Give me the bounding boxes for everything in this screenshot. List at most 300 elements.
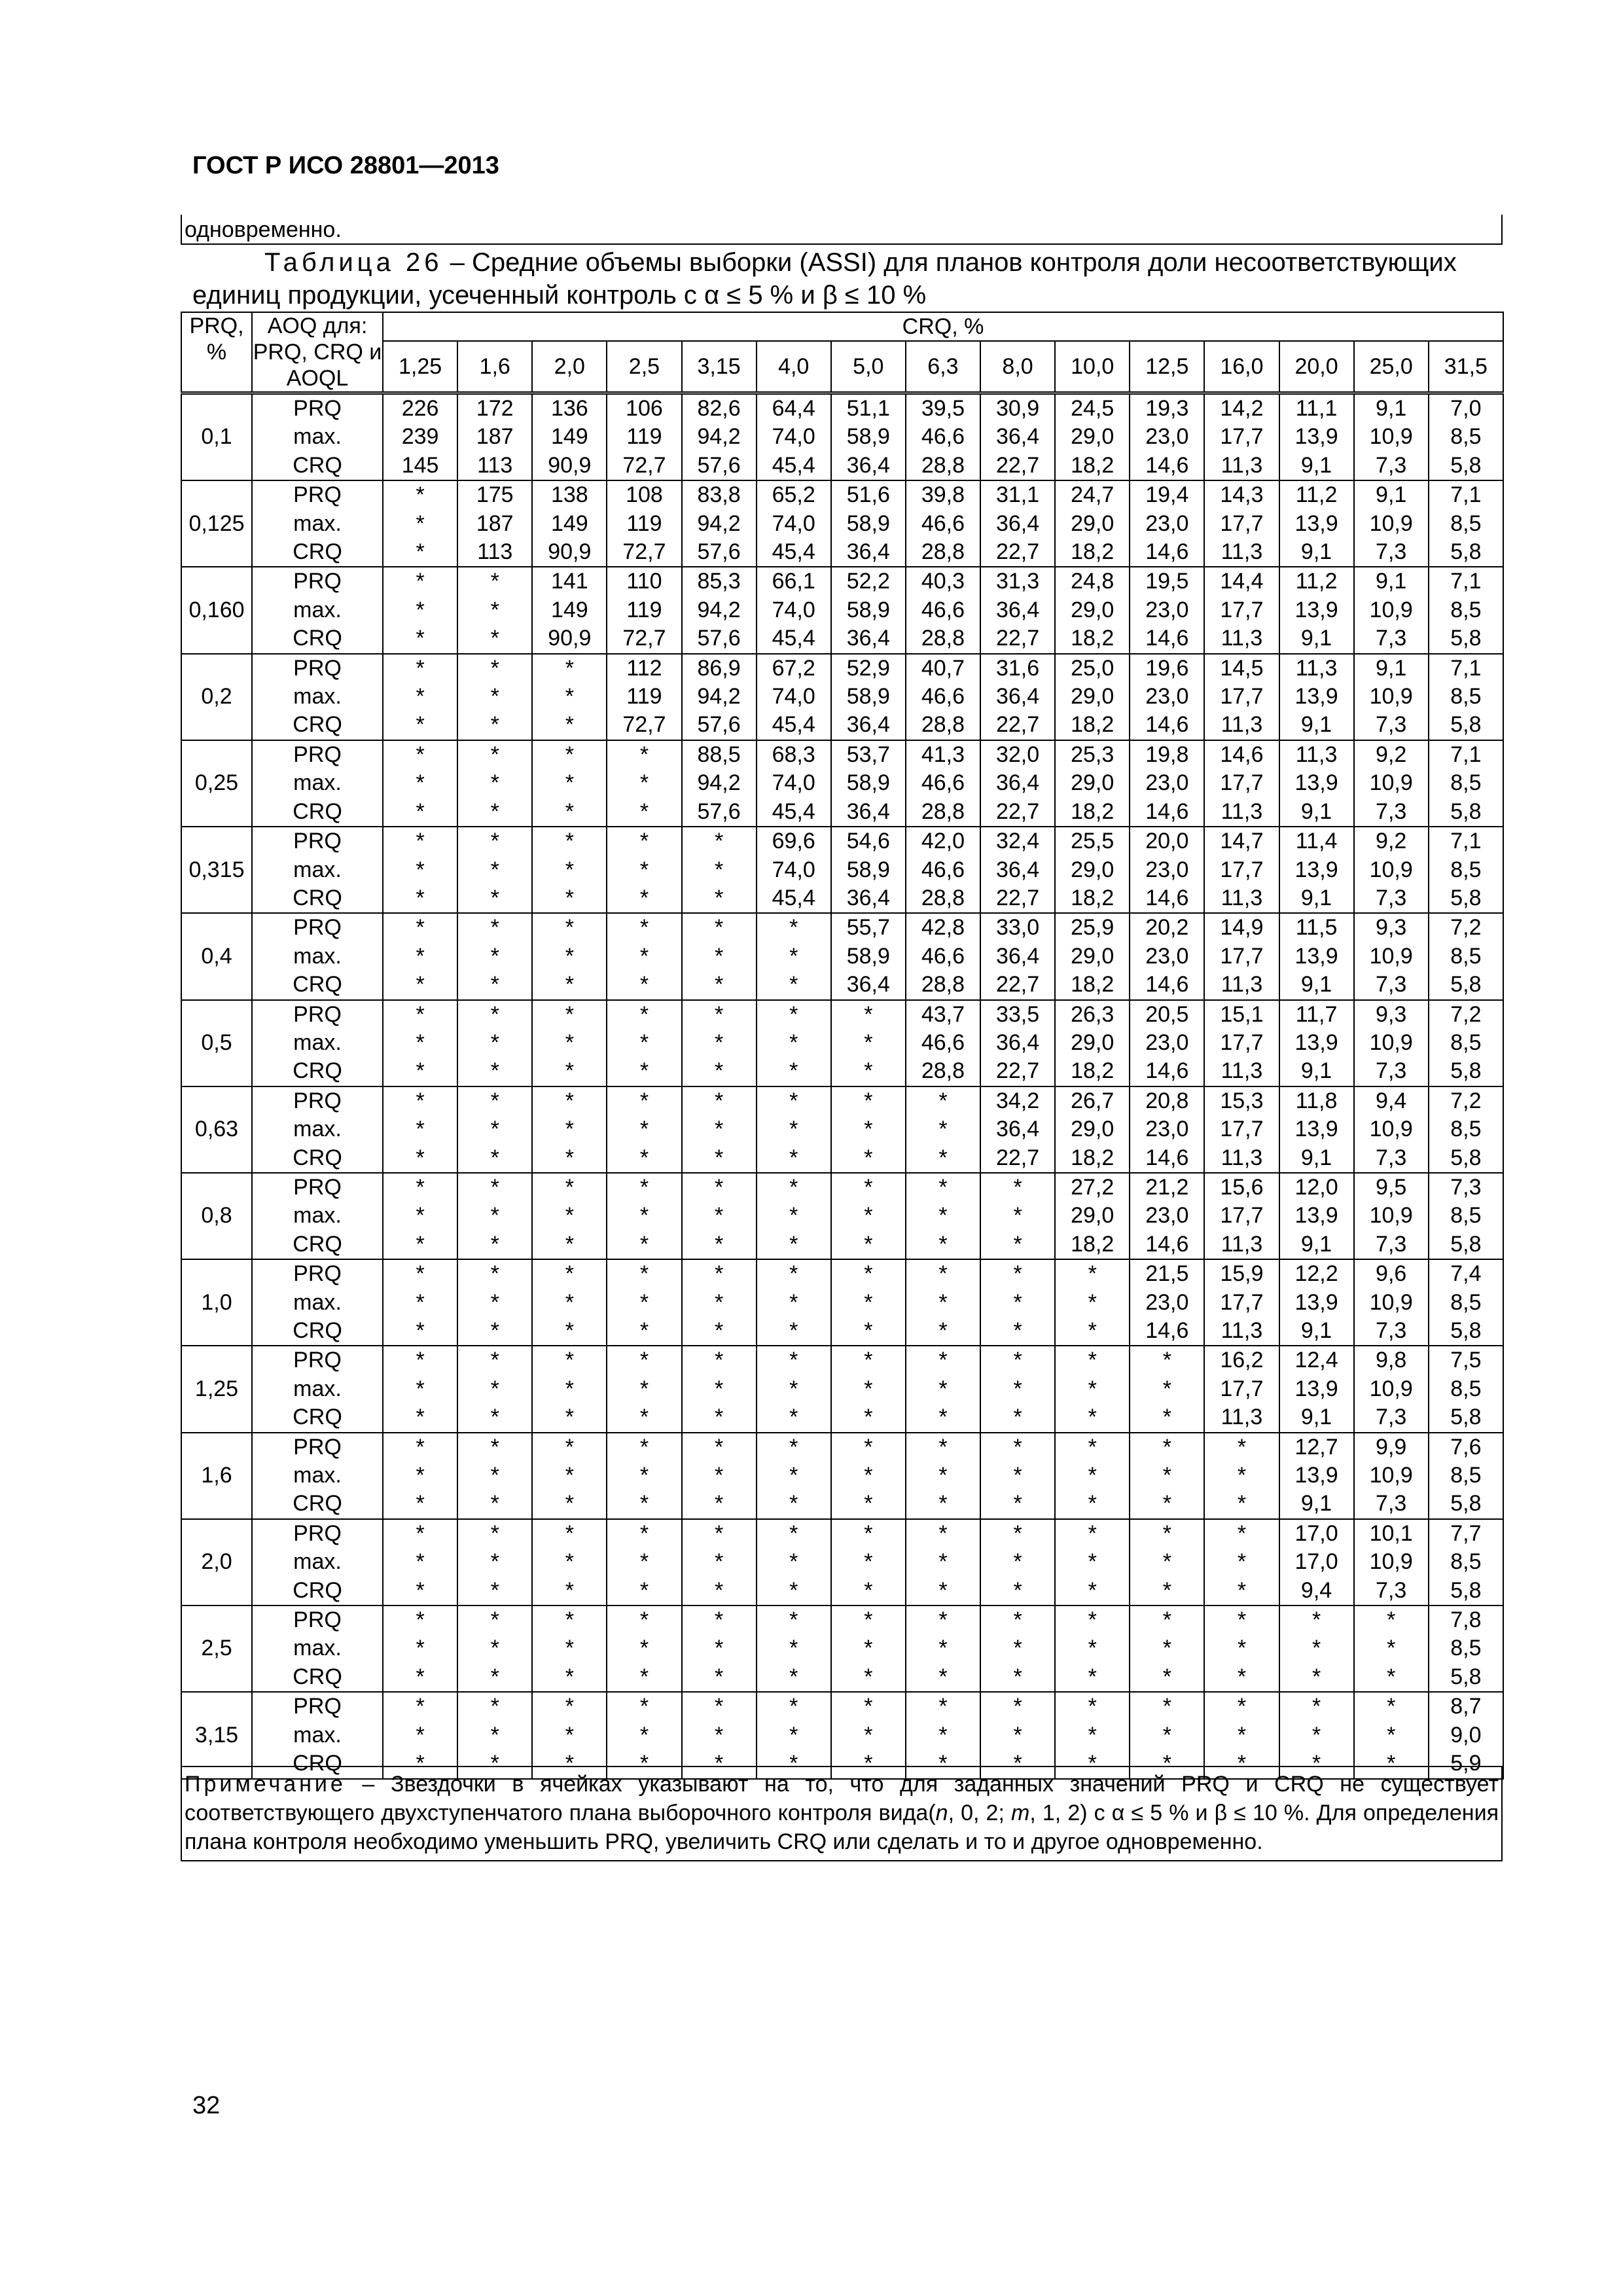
- table-cell: 14,2: [1204, 393, 1279, 423]
- table-cell: 22,7: [980, 452, 1055, 480]
- table-cell: *: [607, 1086, 681, 1115]
- table-cell: *: [831, 1144, 906, 1173]
- table-cell: 42,8: [906, 913, 980, 942]
- table-row: [181, 971, 1503, 999]
- row-aoq-label: max.: [252, 683, 383, 711]
- table-cell: *: [1055, 1403, 1130, 1432]
- row-aoq-label: CRQ: [252, 1403, 383, 1432]
- table-caption-dash: –: [442, 248, 472, 277]
- table-cell: 46,6: [906, 856, 980, 884]
- table-cell: *: [383, 1317, 457, 1346]
- table-cell: 17,0: [1279, 1519, 1354, 1548]
- row-aoq-label: PRQ: [252, 1086, 383, 1115]
- table-cell: *: [457, 1749, 532, 1778]
- table-cell: 9,4: [1354, 1086, 1429, 1115]
- table-cell: 9,2: [1354, 827, 1429, 855]
- table-cell: *: [682, 1519, 757, 1548]
- table-cell: 23,0: [1130, 423, 1204, 451]
- table-row: [181, 1663, 1503, 1692]
- table-cell: 23,0: [1130, 1029, 1204, 1057]
- table-cell: 14,6: [1204, 740, 1279, 769]
- table-cell: 7,0: [1429, 393, 1503, 423]
- row-prq-value: 0,125: [181, 480, 252, 567]
- row-aoq-label: CRQ: [252, 711, 383, 740]
- table-cell: *: [383, 1692, 457, 1721]
- table-cell: *: [906, 1577, 980, 1605]
- table-cell: *: [906, 1403, 980, 1432]
- table-cell: 7,1: [1429, 740, 1503, 769]
- table-cell: 74,0: [757, 510, 831, 538]
- table-cell: *: [532, 1634, 607, 1662]
- table-cell: *: [1130, 1634, 1204, 1662]
- table-cell: *: [607, 827, 681, 855]
- table-cell: *: [906, 1144, 980, 1173]
- table-cell: 11,3: [1204, 1230, 1279, 1259]
- row-aoq-label: PRQ: [252, 1433, 383, 1462]
- table-cell: *: [383, 1057, 457, 1086]
- row-prq-value: 0,1: [181, 393, 252, 481]
- table-cell: *: [457, 942, 532, 971]
- table-cell: 24,8: [1055, 567, 1130, 596]
- table-cell: 13,9: [1279, 510, 1354, 538]
- table-cell: 26,3: [1055, 1000, 1130, 1029]
- table-cell: 18,2: [1055, 624, 1130, 653]
- table-cell: *: [532, 1029, 607, 1057]
- table-cell: *: [457, 1663, 532, 1692]
- table-cell: 72,7: [607, 538, 681, 567]
- table-cell: *: [1279, 1634, 1354, 1662]
- table-cell: *: [532, 740, 607, 769]
- table-cell: 11,3: [1204, 971, 1279, 999]
- table-row: [181, 1519, 1503, 1548]
- table-cell: *: [607, 1317, 681, 1346]
- table-cell: *: [607, 1577, 681, 1605]
- table-cell: *: [457, 1462, 532, 1490]
- table-cell: *: [532, 1577, 607, 1605]
- table-row: [181, 538, 1503, 567]
- table-cell: 7,8: [1429, 1605, 1503, 1634]
- table-cell: 112: [607, 654, 681, 683]
- table-cell: *: [607, 1144, 681, 1173]
- table-cell: 32,4: [980, 827, 1055, 855]
- table-cell: *: [457, 856, 532, 884]
- table-cell: 9,2: [1354, 740, 1429, 769]
- table-cell: *: [757, 1519, 831, 1548]
- row-aoq-label: CRQ: [252, 1317, 383, 1346]
- table-cell: 18,2: [1055, 1144, 1130, 1173]
- table-cell: *: [383, 827, 457, 855]
- table-cell: *: [607, 1634, 681, 1662]
- table-cell: *: [831, 1289, 906, 1317]
- table-cell: *: [831, 1721, 906, 1749]
- table-cell: 18,2: [1055, 971, 1130, 999]
- row-aoq-label: CRQ: [252, 1230, 383, 1259]
- document-header-title: ГОСТ Р ИСО 28801—2013: [192, 152, 499, 179]
- table-cell: 25,3: [1055, 740, 1130, 769]
- table-cell: 28,8: [906, 971, 980, 999]
- table-cell: *: [607, 1375, 681, 1403]
- table-cell: 9,1: [1279, 452, 1354, 480]
- table-cell: *: [532, 1346, 607, 1374]
- table-cell: *: [831, 1548, 906, 1576]
- table-cell: *: [532, 1086, 607, 1115]
- table-cell: *: [1130, 1749, 1204, 1778]
- table-cell: *: [457, 1403, 532, 1432]
- table-cell: *: [457, 1289, 532, 1317]
- table-cell: 22,7: [980, 1057, 1055, 1086]
- table-cell: *: [757, 1490, 831, 1518]
- header-crq-value: 20,0: [1279, 341, 1354, 393]
- table-cell: *: [980, 1173, 1055, 1202]
- table-cell: 13,9: [1279, 423, 1354, 451]
- table-cell: 17,7: [1204, 769, 1279, 797]
- table-cell: *: [906, 1462, 980, 1490]
- table-cell: *: [607, 1029, 681, 1057]
- table-cell: 11,3: [1279, 740, 1354, 769]
- table-cell: 90,9: [532, 452, 607, 480]
- table-cell: 239: [383, 423, 457, 451]
- table-cell: *: [906, 1548, 980, 1576]
- table-cell: *: [532, 1230, 607, 1259]
- table-row: [181, 1721, 1503, 1749]
- table-cell: *: [457, 596, 532, 624]
- table-cell: 17,7: [1204, 1375, 1279, 1403]
- table-cell: 29,0: [1055, 423, 1130, 451]
- table-cell: *: [1204, 1749, 1279, 1778]
- table-cell: 22,7: [980, 624, 1055, 653]
- table-cell: *: [383, 1548, 457, 1576]
- table-cell: 29,0: [1055, 596, 1130, 624]
- table-cell: *: [757, 1462, 831, 1490]
- table-cell: 54,6: [831, 827, 906, 855]
- table-cell: *: [682, 1403, 757, 1432]
- row-aoq-label: max.: [252, 510, 383, 538]
- table-cell: 11,1: [1279, 393, 1354, 423]
- table-cell: 13,9: [1279, 1202, 1354, 1230]
- header-crq-value: 6,3: [906, 341, 980, 393]
- table-cell: *: [682, 1115, 757, 1143]
- header-crq-value: 12,5: [1130, 341, 1204, 393]
- table-cell: 14,6: [1130, 1057, 1204, 1086]
- table-row: [181, 1462, 1503, 1490]
- table-cell: 17,7: [1204, 1289, 1279, 1317]
- table-cell: 52,2: [831, 567, 906, 596]
- table-cell: *: [980, 1289, 1055, 1317]
- table-cell: 58,9: [831, 856, 906, 884]
- table-cell: 7,3: [1354, 798, 1429, 827]
- table-cell: *: [457, 1029, 532, 1057]
- table-cell: 14,6: [1130, 538, 1204, 567]
- table-cell: 23,0: [1130, 510, 1204, 538]
- table-cell: *: [682, 1433, 757, 1462]
- table-body: [181, 393, 1503, 1779]
- header-crq-value: 4,0: [757, 341, 831, 393]
- table-cell: 16,2: [1204, 1346, 1279, 1374]
- table-cell: 138: [532, 480, 607, 509]
- table-cell: 7,3: [1354, 624, 1429, 653]
- table-row: [181, 1375, 1503, 1403]
- table-cell: *: [906, 1749, 980, 1778]
- table-cell: *: [383, 913, 457, 942]
- table-cell: 88,5: [682, 740, 757, 769]
- table-cell: *: [1204, 1692, 1279, 1721]
- table-cell: 7,3: [1429, 1173, 1503, 1202]
- table-cell: *: [757, 1403, 831, 1432]
- table-cell: *: [532, 654, 607, 683]
- header-crq-value: 8,0: [980, 341, 1055, 393]
- note-text-a: – Звездочки в ячейках указывают на то, что для заданных значений PRQ и CRQ не существует соответствующего двухступенчатого плана выборочного контроля вида(: [185, 1772, 1499, 1825]
- table-cell: 51,1: [831, 393, 906, 423]
- table-cell: 46,6: [906, 942, 980, 971]
- table-cell: *: [457, 1692, 532, 1721]
- table-cell: 20,8: [1130, 1086, 1204, 1115]
- table-cell: *: [757, 1346, 831, 1374]
- table-cell: *: [457, 1375, 532, 1403]
- table-cell: *: [831, 1634, 906, 1662]
- table-cell: *: [1055, 1548, 1130, 1576]
- table-cell: 9,1: [1279, 1490, 1354, 1518]
- table-cell: 94,2: [682, 510, 757, 538]
- table-cell: 36,4: [980, 1115, 1055, 1143]
- table-cell: 12,0: [1279, 1173, 1354, 1202]
- table-cell: 7,3: [1354, 1144, 1429, 1173]
- table-cell: *: [831, 1029, 906, 1057]
- table-cell: 14,9: [1204, 913, 1279, 942]
- table-cell: *: [383, 1663, 457, 1692]
- table-cell: *: [383, 1433, 457, 1462]
- table-cell: *: [831, 1202, 906, 1230]
- table-cell: 18,2: [1055, 452, 1130, 480]
- table-cell: 32,0: [980, 740, 1055, 769]
- table-cell: 5,8: [1429, 1490, 1503, 1518]
- table-cell: *: [682, 827, 757, 855]
- table-cell: 10,9: [1354, 1115, 1429, 1143]
- table-cell: 10,9: [1354, 769, 1429, 797]
- table-cell: *: [532, 1721, 607, 1749]
- table-cell: *: [532, 1490, 607, 1518]
- table-cell: *: [383, 856, 457, 884]
- table-cell: *: [682, 1029, 757, 1057]
- table-cell: 85,3: [682, 567, 757, 596]
- note-text-b: , 0, 2;: [948, 1801, 1012, 1825]
- row-aoq-label: CRQ: [252, 1057, 383, 1086]
- table-cell: *: [682, 1202, 757, 1230]
- table-row: [181, 1317, 1503, 1346]
- table-cell: *: [457, 1144, 532, 1173]
- table-cell: 7,3: [1354, 1403, 1429, 1432]
- table-cell: 57,6: [682, 711, 757, 740]
- table-cell: *: [532, 1115, 607, 1143]
- table-cell: 10,9: [1354, 942, 1429, 971]
- table-cell: *: [1130, 1462, 1204, 1490]
- table-cell: *: [383, 884, 457, 913]
- table-cell: 11,3: [1204, 1317, 1279, 1346]
- table-cell: 23,0: [1130, 596, 1204, 624]
- table-cell: 13,9: [1279, 1029, 1354, 1057]
- table-cell: 11,7: [1279, 1000, 1354, 1029]
- table-cell: 11,5: [1279, 913, 1354, 942]
- table-cell: 10,9: [1354, 423, 1429, 451]
- table-cell: *: [532, 1173, 607, 1202]
- table-cell: *: [457, 1202, 532, 1230]
- table-cell: 29,0: [1055, 942, 1130, 971]
- table-cell: 14,6: [1130, 711, 1204, 740]
- table-row: [181, 740, 1503, 769]
- table-cell: 42,0: [906, 827, 980, 855]
- table-cell: *: [1055, 1490, 1130, 1518]
- table-cell: *: [906, 1721, 980, 1749]
- table-cell: 90,9: [532, 624, 607, 653]
- table-cell: 24,5: [1055, 393, 1130, 423]
- table-cell: 10,9: [1354, 856, 1429, 884]
- table-cell: 13,9: [1279, 1375, 1354, 1403]
- table-cell: 5,8: [1429, 1577, 1503, 1605]
- table-cell: *: [757, 1605, 831, 1634]
- row-aoq-label: max.: [252, 1115, 383, 1143]
- table-cell: 9,1: [1279, 1144, 1354, 1173]
- table-cell: *: [383, 624, 457, 653]
- table-cell: 45,4: [757, 624, 831, 653]
- table-cell: *: [1055, 1749, 1130, 1778]
- table-cell: 18,2: [1055, 884, 1130, 913]
- table-cell: 25,0: [1055, 654, 1130, 683]
- table-cell: *: [1130, 1548, 1204, 1576]
- table-cell: 14,5: [1204, 654, 1279, 683]
- header-crq-value: 5,0: [831, 341, 906, 393]
- table-cell: *: [383, 769, 457, 797]
- table-cell: *: [607, 856, 681, 884]
- table-row: [181, 1259, 1503, 1288]
- table-cell: *: [1354, 1663, 1429, 1692]
- table-cell: *: [383, 798, 457, 827]
- table-cell: *: [607, 1519, 681, 1548]
- table-cell: *: [980, 1605, 1055, 1634]
- table-cell: 29,0: [1055, 769, 1130, 797]
- table-cell: 19,5: [1130, 567, 1204, 596]
- header-crq-value: 16,0: [1204, 341, 1279, 393]
- row-aoq-label: max.: [252, 1634, 383, 1662]
- table-cell: 8,5: [1429, 1375, 1503, 1403]
- table-row: [181, 567, 1503, 596]
- table-cell: *: [682, 913, 757, 942]
- table-cell: *: [1279, 1605, 1354, 1634]
- table-row: [181, 1230, 1503, 1259]
- table-cell: *: [383, 1749, 457, 1778]
- row-prq-value: 0,315: [181, 827, 252, 913]
- table-cell: 45,4: [757, 538, 831, 567]
- table-cell: *: [682, 1289, 757, 1317]
- table-cell: 94,2: [682, 423, 757, 451]
- table-cell: 149: [532, 510, 607, 538]
- table-cell: 5,8: [1429, 1230, 1503, 1259]
- table-cell: 5,8: [1429, 624, 1503, 653]
- table-cell: *: [607, 1115, 681, 1143]
- table-cell: *: [980, 1202, 1055, 1230]
- table-cell: 36,4: [831, 971, 906, 999]
- table-cell: *: [383, 1000, 457, 1029]
- table-cell: 30,9: [980, 393, 1055, 423]
- table-cell: 20,2: [1130, 913, 1204, 942]
- table-cell: *: [457, 769, 532, 797]
- table-row: [181, 1000, 1503, 1029]
- table-cell: *: [906, 1663, 980, 1692]
- row-aoq-label: CRQ: [252, 798, 383, 827]
- table-cell: *: [980, 1519, 1055, 1548]
- table-cell: *: [532, 1663, 607, 1692]
- table-cell: *: [383, 596, 457, 624]
- table-cell: 119: [607, 596, 681, 624]
- table-cell: *: [1055, 1721, 1130, 1749]
- table-cell: 7,3: [1354, 538, 1429, 567]
- table-cell: *: [906, 1202, 980, 1230]
- table-row: [181, 1202, 1503, 1230]
- table-cell: *: [457, 1115, 532, 1143]
- table-cell: 9,1: [1279, 971, 1354, 999]
- row-prq-value: 1,25: [181, 1346, 252, 1432]
- table-cell: *: [906, 1519, 980, 1548]
- table-cell: *: [457, 884, 532, 913]
- table-cell: *: [682, 1663, 757, 1692]
- table-cell: *: [383, 1634, 457, 1662]
- table-cell: 19,3: [1130, 393, 1204, 423]
- table-cell: 20,5: [1130, 1000, 1204, 1029]
- table-caption: [192, 246, 1501, 312]
- table-cell: 9,1: [1279, 1403, 1354, 1432]
- table-cell: 7,4: [1429, 1259, 1503, 1288]
- table-cell: *: [457, 1259, 532, 1288]
- row-aoq-label: PRQ: [252, 654, 383, 683]
- table-cell: *: [383, 1462, 457, 1490]
- table-cell: 21,2: [1130, 1173, 1204, 1202]
- table-cell: *: [831, 1403, 906, 1432]
- table-cell: 28,8: [906, 538, 980, 567]
- table-cell: 7,3: [1354, 711, 1429, 740]
- table-cell: 11,3: [1204, 1144, 1279, 1173]
- table-cell: *: [1279, 1692, 1354, 1721]
- table-cell: 53,7: [831, 740, 906, 769]
- table-cell: *: [457, 567, 532, 596]
- table-cell: 36,4: [980, 510, 1055, 538]
- table-cell: 22,7: [980, 884, 1055, 913]
- table-cell: *: [682, 884, 757, 913]
- header-crq-value: 1,25: [383, 341, 457, 393]
- table-cell: 14,4: [1204, 567, 1279, 596]
- table-cell: *: [532, 971, 607, 999]
- table-cell: 7,3: [1354, 1317, 1429, 1346]
- table-cell: 12,4: [1279, 1346, 1354, 1374]
- row-aoq-label: max.: [252, 423, 383, 451]
- table-cell: *: [607, 1490, 681, 1518]
- row-aoq-label: PRQ: [252, 1000, 383, 1029]
- table-row: [181, 654, 1503, 683]
- table-cell: 18,2: [1055, 798, 1130, 827]
- table-cell: 45,4: [757, 711, 831, 740]
- table-cell: 23,0: [1130, 1202, 1204, 1230]
- table-row: [181, 1289, 1503, 1317]
- table-cell: *: [757, 1173, 831, 1202]
- table-cell: *: [607, 769, 681, 797]
- table-cell: *: [383, 480, 457, 509]
- table-cell: 67,2: [757, 654, 831, 683]
- table-cell: *: [532, 1605, 607, 1634]
- header-crq-value: 2,0: [532, 341, 607, 393]
- table-cell: 13,9: [1279, 942, 1354, 971]
- table-cell: *: [906, 1317, 980, 1346]
- table-cell: *: [457, 683, 532, 711]
- row-aoq-label: PRQ: [252, 1605, 383, 1634]
- table-cell: *: [757, 1692, 831, 1721]
- table-cell: *: [457, 1634, 532, 1662]
